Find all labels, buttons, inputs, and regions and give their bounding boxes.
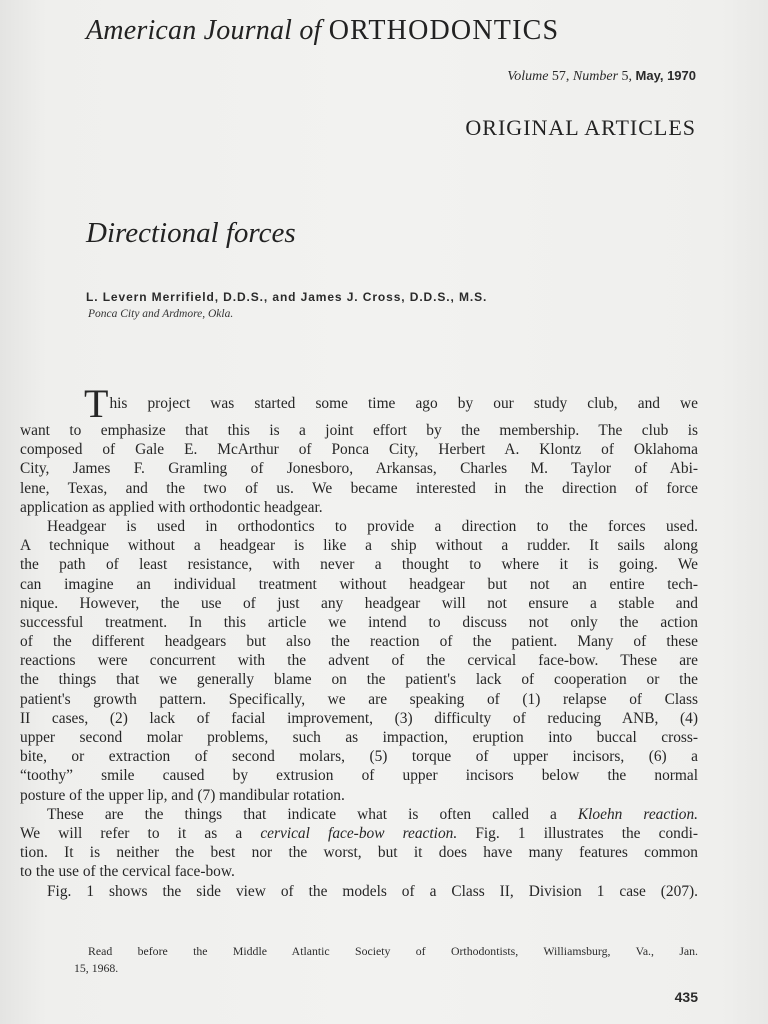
body-line: can imagine an individual treatment without headgear but not an entire tech-: [20, 575, 698, 593]
author-affiliation: Ponca City and Ardmore, Okla.: [88, 308, 234, 320]
body-line: the path of least resistance, with never a thought to where it is going. We: [20, 556, 698, 574]
article-title: Directional forces: [86, 217, 296, 249]
journal-name-italic: American Journal of: [86, 15, 322, 46]
body-line: bite, or extraction of second molars, (5) torque of upper incisors, (6) a: [20, 748, 698, 766]
page-number: 435: [674, 989, 698, 1005]
section-heading: ORIGINAL ARTICLES: [465, 115, 696, 140]
body-line: These are the things that indicate what is often called a Kloehn reaction.: [47, 805, 698, 823]
number-value: 5,: [621, 69, 633, 84]
drop-cap: T: [84, 381, 109, 426]
body-line: posture of the upper lip, and (7) mandibular rotation.: [20, 786, 345, 804]
body-line: tion. It is neither the best nor the worst, but it does have many features common: [20, 844, 698, 862]
body-line: lene, Texas, and the two of us. We became interested in the direction of force: [20, 479, 698, 497]
number-label: Number: [572, 69, 619, 84]
body-line: “toothy” smile caused by extrusion of upper incisors below the normal: [20, 767, 698, 785]
footnote: [74, 943, 698, 976]
body-line: to the use of the cervical face-bow.: [20, 863, 235, 881]
volume-label: Volume: [507, 69, 549, 84]
body-line: nique. However, the use of just any headgear will not ensure a stable and: [20, 594, 698, 612]
journal-title: [86, 14, 698, 48]
body-line: upper second molar problems, such as impaction, eruption into buccal cross-: [20, 729, 698, 746]
issue-info: [507, 67, 696, 86]
volume-value: 57,: [551, 69, 570, 84]
body-line: the things that we generally blame on the patient's lack of cooperation or the: [20, 671, 698, 689]
footnote-line: Read before the Middle Atlantic Society of Orthodontists, Williamsburg, Va., Jan.: [88, 944, 698, 958]
body-line: successful treatment. In this article we intend to discuss not only the action: [20, 613, 698, 631]
body-line: Fig. 1 shows the side view of the models of a Class II, Division 1 case (207).: [47, 882, 698, 900]
body-line: A technique without a headgear is like a ship without a rudder. It sails along: [20, 537, 698, 555]
body-line: reactions were concurrent with the advent of the cervical face-bow. These are: [20, 652, 698, 670]
body-line: II cases, (2) lack of facial improvement, (3) difficulty of reducing ANB, (4): [20, 709, 698, 727]
body-line: patient's growth pattern. Specifically, we are speaking of (1) relapse of Class: [20, 690, 698, 708]
journal-name-caps: ORTHODONTICS: [328, 15, 560, 46]
footnote-line: 15, 1968.: [74, 960, 119, 975]
cervical-reaction-term: cervical face-bow reaction.: [260, 824, 458, 842]
body-line: application as applied with orthodontic headgear.: [20, 498, 323, 516]
body-line: We will refer to it as a cervical face-bow reaction. Fig. 1 illustrates the condi-: [20, 824, 698, 842]
body-line: City, James F. Gramling of Jonesboro, Arkansas, Charles M. Taylor of Abi-: [20, 460, 698, 478]
article-body: [20, 381, 698, 901]
issue-date: May, 1970: [635, 68, 696, 83]
body-line: of the different headgears but also the reaction of the patient. Many of these: [20, 633, 698, 651]
article-authors: L. Levern Merrifield, D.D.S., and James J. Cross, D.D.S., M.S.: [86, 290, 488, 304]
body-line: want to emphasize that this is a joint effort by the membership. The club is: [20, 422, 698, 439]
body-line: Headgear is used in orthodontics to provide a direction to the forces used.: [47, 517, 698, 535]
body-line: This project was started some time ago by our study club, and we: [84, 381, 698, 426]
kloehn-reaction-term: Kloehn reaction.: [577, 805, 698, 823]
body-line: composed of Gale E. McArthur of Ponca City, Herbert A. Klontz of Oklahoma: [20, 441, 698, 459]
